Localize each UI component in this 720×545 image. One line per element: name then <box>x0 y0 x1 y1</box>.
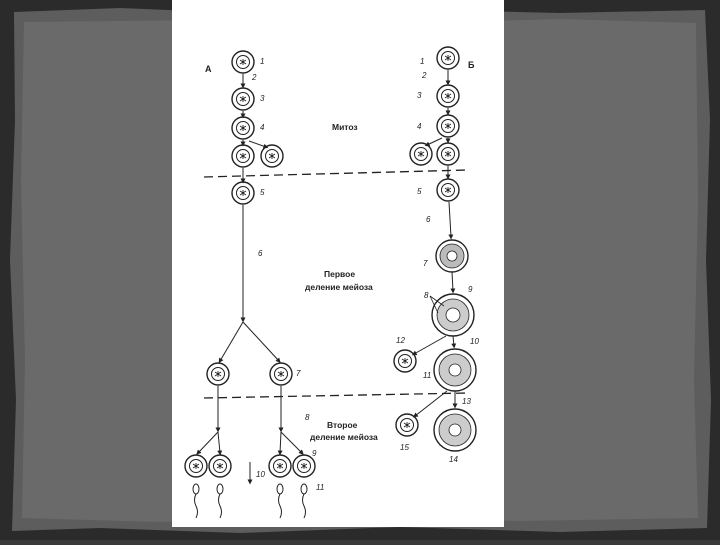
svg-text:1: 1 <box>420 57 425 66</box>
svg-text:6: 6 <box>258 249 263 258</box>
svg-text:4: 4 <box>417 122 422 131</box>
svg-text:13: 13 <box>462 397 471 406</box>
svg-text:12: 12 <box>396 336 405 345</box>
ovum <box>434 409 476 451</box>
svg-text:9: 9 <box>312 449 317 458</box>
svg-text:2: 2 <box>252 73 257 82</box>
meiosis1-label-line1: Первое <box>324 269 356 279</box>
meiosis1-label-line2: деление мейоза <box>305 282 373 292</box>
svg-text:14: 14 <box>449 455 458 464</box>
mitosis-meiosis-divider <box>204 170 468 177</box>
svg-text:3: 3 <box>260 94 265 103</box>
spermatozoa <box>193 484 307 518</box>
secondary-oocyte <box>434 349 476 391</box>
svg-text:15: 15 <box>400 443 409 452</box>
svg-text:8: 8 <box>424 291 429 300</box>
svg-text:6: 6 <box>426 215 431 224</box>
svg-text:9: 9 <box>468 285 473 294</box>
primary-oocyte-follicle <box>432 294 474 336</box>
panel-b-lineage <box>394 47 479 464</box>
diagram-card <box>172 0 504 527</box>
svg-text:1: 1 <box>260 57 265 66</box>
svg-text:3: 3 <box>417 91 422 100</box>
svg-text:5: 5 <box>260 188 265 197</box>
panel-a-lineage <box>185 51 324 518</box>
meiosis2-label-line2: деление мейоза <box>310 432 378 442</box>
svg-text:10: 10 <box>256 470 265 479</box>
svg-text:2: 2 <box>422 71 427 80</box>
panel-b-label: Б <box>468 60 475 70</box>
svg-text:7: 7 <box>296 369 301 378</box>
svg-text:11: 11 <box>316 483 325 492</box>
gametogenesis-diagram <box>172 0 504 527</box>
svg-text:11: 11 <box>423 371 432 380</box>
svg-text:4: 4 <box>260 123 265 132</box>
panel-a-label: А <box>205 64 212 74</box>
svg-text:10: 10 <box>470 337 479 346</box>
meiosis2-label-line1: Второе <box>327 420 358 430</box>
meiosis-divider <box>204 393 468 398</box>
svg-text:7: 7 <box>423 259 428 268</box>
svg-text:5: 5 <box>417 187 422 196</box>
primary-oocyte-small <box>436 240 468 272</box>
mitosis-label: Митоз <box>332 122 358 132</box>
svg-text:8: 8 <box>305 413 310 422</box>
